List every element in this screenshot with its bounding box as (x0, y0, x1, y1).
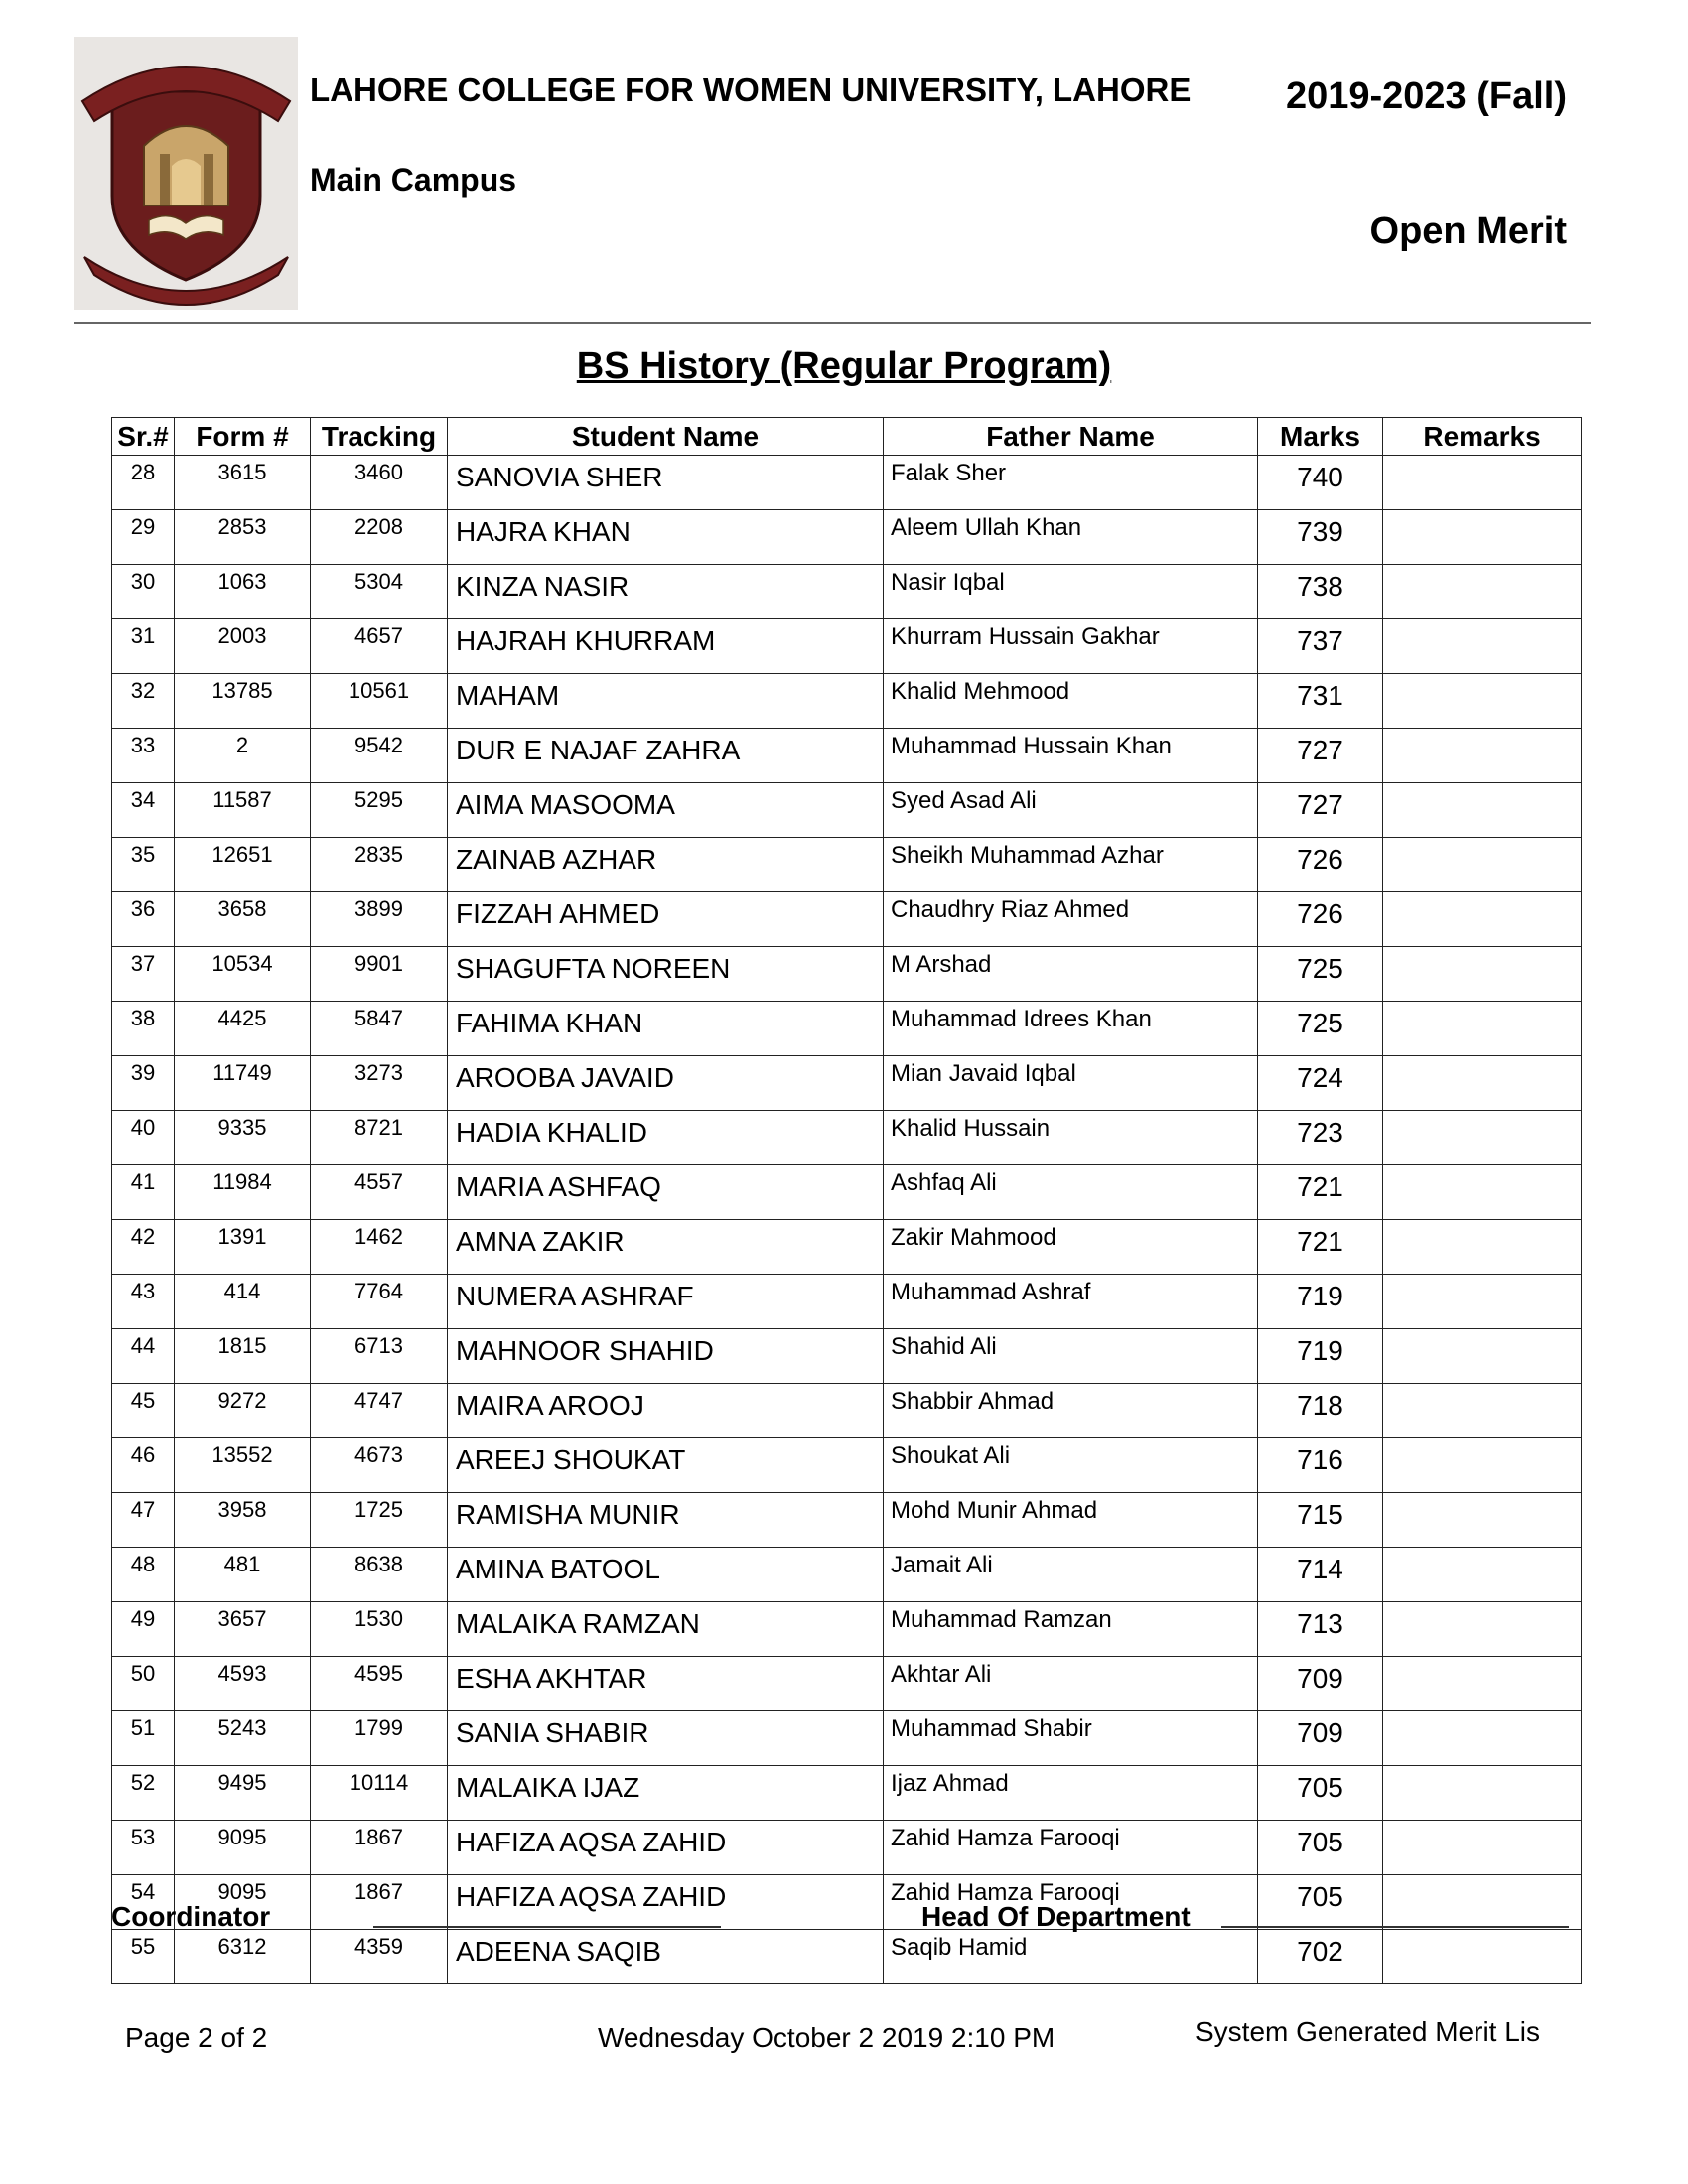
cell-remarks (1383, 456, 1582, 510)
table-row (112, 1711, 1582, 1766)
cell-form: 3658 (175, 892, 311, 947)
session-label: 2019-2023 (Fall) (1285, 75, 1567, 117)
cell-form: 9335 (175, 1111, 311, 1165)
cell-student-name: ADEENA SAQIB (448, 1930, 884, 1984)
table-row (112, 1165, 1582, 1220)
table-row (112, 674, 1582, 729)
cell-student-name: SHAGUFTA NOREEN (448, 947, 884, 1002)
cell-form: 1391 (175, 1220, 311, 1275)
cell-sr: 45 (112, 1384, 175, 1438)
cell-tracking: 2835 (311, 838, 448, 892)
table-row (112, 947, 1582, 1002)
cell-sr: 47 (112, 1493, 175, 1548)
cell-tracking: 1462 (311, 1220, 448, 1275)
table-row (112, 1056, 1582, 1111)
cell-student-name: ESHA AKHTAR (448, 1657, 884, 1711)
cell-student-name: SANOVIA SHER (448, 456, 884, 510)
cell-marks: 731 (1258, 674, 1383, 729)
cell-tracking: 3460 (311, 456, 448, 510)
cell-form: 9272 (175, 1384, 311, 1438)
cell-marks: 740 (1258, 456, 1383, 510)
cell-tracking: 1530 (311, 1602, 448, 1657)
cell-sr: 40 (112, 1111, 175, 1165)
table-row (112, 1002, 1582, 1056)
cell-father-name: Falak Sher (884, 456, 1258, 510)
cell-marks: 725 (1258, 1002, 1383, 1056)
university-crest-logo (74, 37, 298, 310)
cell-tracking: 8721 (311, 1111, 448, 1165)
table-row (112, 456, 1582, 510)
column-header-sr: Sr.# (112, 418, 175, 456)
cell-sr: 49 (112, 1602, 175, 1657)
cell-marks: 719 (1258, 1275, 1383, 1329)
cell-remarks (1383, 892, 1582, 947)
cell-remarks (1383, 1548, 1582, 1602)
cell-remarks (1383, 510, 1582, 565)
cell-father-name: Akhtar Ali (884, 1657, 1258, 1711)
column-header-remarks: Remarks (1383, 418, 1582, 456)
cell-remarks (1383, 838, 1582, 892)
cell-student-name: MARIA ASHFAQ (448, 1165, 884, 1220)
cell-student-name: HAFIZA AQSA ZAHID (448, 1875, 884, 1930)
cell-student-name: AREEJ SHOUKAT (448, 1438, 884, 1493)
cell-father-name: Khurram Hussain Gakhar (884, 619, 1258, 674)
cell-sr: 39 (112, 1056, 175, 1111)
cell-father-name: Mohd Munir Ahmad (884, 1493, 1258, 1548)
cell-form: 9495 (175, 1766, 311, 1821)
merit-list-table (111, 417, 1582, 1984)
cell-marks: 705 (1258, 1766, 1383, 1821)
cell-form: 9095 (175, 1821, 311, 1875)
cell-father-name: Sheikh Muhammad Azhar (884, 838, 1258, 892)
cell-remarks (1383, 1275, 1582, 1329)
cell-tracking: 1867 (311, 1821, 448, 1875)
cell-form: 12651 (175, 838, 311, 892)
cell-student-name: MAHAM (448, 674, 884, 729)
header-divider (74, 322, 1591, 324)
cell-student-name: NUMERA ASHRAF (448, 1275, 884, 1329)
cell-remarks (1383, 1875, 1582, 1930)
cell-tracking: 5847 (311, 1002, 448, 1056)
cell-remarks (1383, 1220, 1582, 1275)
cell-tracking: 10114 (311, 1766, 448, 1821)
cell-marks: 709 (1258, 1711, 1383, 1766)
cell-remarks (1383, 674, 1582, 729)
cell-sr: 52 (112, 1766, 175, 1821)
cell-tracking: 6713 (311, 1329, 448, 1384)
table-row (112, 1275, 1582, 1329)
table-row (112, 1930, 1582, 1984)
cell-father-name: Khalid Mehmood (884, 674, 1258, 729)
cell-sr: 54 (112, 1875, 175, 1930)
table-row (112, 510, 1582, 565)
cell-student-name: MALAIKA IJAZ (448, 1766, 884, 1821)
cell-remarks (1383, 1384, 1582, 1438)
table-row (112, 1493, 1582, 1548)
cell-father-name: Muhammad Ramzan (884, 1602, 1258, 1657)
cell-tracking: 3899 (311, 892, 448, 947)
cell-remarks (1383, 1165, 1582, 1220)
cell-student-name: HAJRA KHAN (448, 510, 884, 565)
column-header-marks: Marks (1258, 418, 1383, 456)
cell-student-name: ZAINAB AZHAR (448, 838, 884, 892)
table-row (112, 1220, 1582, 1275)
cell-form: 3657 (175, 1602, 311, 1657)
university-name: LAHORE COLLEGE FOR WOMEN UNIVERSITY, LAHORE (310, 71, 1192, 108)
cell-form: 2853 (175, 510, 311, 565)
cell-form: 1815 (175, 1329, 311, 1384)
cell-marks: 726 (1258, 838, 1383, 892)
cell-form: 11984 (175, 1165, 311, 1220)
cell-father-name: Khalid Hussain (884, 1111, 1258, 1165)
cell-remarks (1383, 1493, 1582, 1548)
cell-remarks (1383, 1657, 1582, 1711)
cell-marks: 713 (1258, 1602, 1383, 1657)
cell-sr: 32 (112, 674, 175, 729)
cell-marks: 724 (1258, 1056, 1383, 1111)
cell-tracking: 4557 (311, 1165, 448, 1220)
cell-tracking: 8638 (311, 1548, 448, 1602)
cell-father-name: Aleem Ullah Khan (884, 510, 1258, 565)
cell-sr: 36 (112, 892, 175, 947)
cell-marks: 716 (1258, 1438, 1383, 1493)
cell-marks: 715 (1258, 1493, 1383, 1548)
table-row (112, 892, 1582, 947)
cell-tracking: 1799 (311, 1711, 448, 1766)
table-row (112, 1384, 1582, 1438)
cell-marks: 721 (1258, 1220, 1383, 1275)
cell-form: 2 (175, 729, 311, 783)
cell-father-name: Zahid Hamza Farooqi (884, 1821, 1258, 1875)
cell-sr: 48 (112, 1548, 175, 1602)
table-row (112, 838, 1582, 892)
cell-form: 4593 (175, 1657, 311, 1711)
cell-tracking: 1867 (311, 1875, 448, 1930)
system-generated-note: System Generated Merit Lis (1196, 2016, 1541, 2047)
cell-father-name: Muhammad Ashraf (884, 1275, 1258, 1329)
cell-remarks (1383, 1602, 1582, 1657)
cell-father-name: Mian Javaid Iqbal (884, 1056, 1258, 1111)
cell-marks: 738 (1258, 565, 1383, 619)
cell-form: 11749 (175, 1056, 311, 1111)
cell-marks: 705 (1258, 1875, 1383, 1930)
page-number: Page 2 of 2 (125, 2022, 268, 2053)
cell-remarks (1383, 1766, 1582, 1821)
cell-father-name: Syed Asad Ali (884, 783, 1258, 838)
cell-student-name: RAMISHA MUNIR (448, 1493, 884, 1548)
cell-marks: 714 (1258, 1548, 1383, 1602)
cell-remarks (1383, 1711, 1582, 1766)
cell-father-name: Zahid Hamza Farooqi (884, 1875, 1258, 1930)
cell-sr: 35 (112, 838, 175, 892)
column-header-tracking: Tracking (311, 418, 448, 456)
table-row (112, 619, 1582, 674)
cell-remarks (1383, 619, 1582, 674)
cell-tracking: 9901 (311, 947, 448, 1002)
column-header-father-name: Father Name (884, 418, 1258, 456)
cell-student-name: AIMA MASOOMA (448, 783, 884, 838)
cell-form: 9095 (175, 1875, 311, 1930)
cell-form: 1063 (175, 565, 311, 619)
cell-father-name: Nasir Iqbal (884, 565, 1258, 619)
merit-list-type: Open Merit (1369, 210, 1567, 252)
cell-father-name: Ashfaq Ali (884, 1165, 1258, 1220)
cell-tracking: 3273 (311, 1056, 448, 1111)
cell-sr: 50 (112, 1657, 175, 1711)
coordinator-label: Coordinator (111, 1901, 271, 1932)
cell-tracking: 10561 (311, 674, 448, 729)
table-row (112, 1548, 1582, 1602)
cell-father-name: Shahid Ali (884, 1329, 1258, 1384)
cell-tracking: 4595 (311, 1657, 448, 1711)
cell-form: 11587 (175, 783, 311, 838)
table-row (112, 565, 1582, 619)
cell-remarks (1383, 1930, 1582, 1984)
cell-marks: 705 (1258, 1821, 1383, 1875)
cell-father-name: Shabbir Ahmad (884, 1384, 1258, 1438)
cell-tracking: 4747 (311, 1384, 448, 1438)
cell-form: 13785 (175, 674, 311, 729)
table-row (112, 1821, 1582, 1875)
table-row (112, 1602, 1582, 1657)
cell-marks: 726 (1258, 892, 1383, 947)
cell-student-name: MALAIKA RAMZAN (448, 1602, 884, 1657)
cell-father-name: Saqib Hamid (884, 1930, 1258, 1984)
program-title: BS History (Regular Program) (576, 345, 1112, 387)
cell-marks: 718 (1258, 1384, 1383, 1438)
cell-remarks (1383, 947, 1582, 1002)
cell-student-name: KINZA NASIR (448, 565, 884, 619)
cell-sr: 41 (112, 1165, 175, 1220)
cell-marks: 727 (1258, 729, 1383, 783)
cell-tracking: 7764 (311, 1275, 448, 1329)
cell-remarks (1383, 565, 1582, 619)
cell-father-name: Muhammad Hussain Khan (884, 729, 1258, 783)
table-header-row (112, 418, 1582, 456)
cell-tracking: 5304 (311, 565, 448, 619)
cell-marks: 727 (1258, 783, 1383, 838)
cell-student-name: FAHIMA KHAN (448, 1002, 884, 1056)
campus-label: Main Campus (310, 162, 517, 198)
cell-father-name: Muhammad Idrees Khan (884, 1002, 1258, 1056)
table-row (112, 783, 1582, 838)
cell-sr: 43 (112, 1275, 175, 1329)
cell-sr: 34 (112, 783, 175, 838)
cell-sr: 51 (112, 1711, 175, 1766)
cell-form: 13552 (175, 1438, 311, 1493)
cell-sr: 38 (112, 1002, 175, 1056)
cell-student-name: DUR E NAJAF ZAHRA (448, 729, 884, 783)
cell-marks: 721 (1258, 1165, 1383, 1220)
cell-form: 6312 (175, 1930, 311, 1984)
cell-form: 3958 (175, 1493, 311, 1548)
generated-timestamp: Wednesday October 2 2019 2:10 PM (598, 2022, 1055, 2053)
cell-marks: 719 (1258, 1329, 1383, 1384)
cell-student-name: HAFIZA AQSA ZAHID (448, 1821, 884, 1875)
cell-form: 3615 (175, 456, 311, 510)
cell-tracking: 4359 (311, 1930, 448, 1984)
cell-tracking: 2208 (311, 510, 448, 565)
cell-marks: 739 (1258, 510, 1383, 565)
cell-tracking: 1725 (311, 1493, 448, 1548)
table-row (112, 1438, 1582, 1493)
coordinator-signature-line (373, 1926, 721, 1928)
cell-student-name: MAIRA AROOJ (448, 1384, 884, 1438)
cell-form: 414 (175, 1275, 311, 1329)
cell-student-name: AROOBA JAVAID (448, 1056, 884, 1111)
table-row (112, 1657, 1582, 1711)
cell-remarks (1383, 783, 1582, 838)
cell-remarks (1383, 1329, 1582, 1384)
cell-marks: 737 (1258, 619, 1383, 674)
cell-sr: 28 (112, 456, 175, 510)
cell-remarks (1383, 729, 1582, 783)
cell-student-name: AMINA BATOOL (448, 1548, 884, 1602)
cell-tracking: 5295 (311, 783, 448, 838)
cell-remarks (1383, 1002, 1582, 1056)
cell-remarks (1383, 1821, 1582, 1875)
cell-father-name: Shoukat Ali (884, 1438, 1258, 1493)
cell-student-name: HAJRAH KHURRAM (448, 619, 884, 674)
cell-remarks (1383, 1438, 1582, 1493)
head-signature-line (1221, 1926, 1569, 1928)
cell-marks: 702 (1258, 1930, 1383, 1984)
cell-father-name: Ijaz Ahmad (884, 1766, 1258, 1821)
cell-sr: 33 (112, 729, 175, 783)
cell-marks: 723 (1258, 1111, 1383, 1165)
cell-remarks (1383, 1056, 1582, 1111)
cell-form: 4425 (175, 1002, 311, 1056)
cell-sr: 31 (112, 619, 175, 674)
cell-form: 10534 (175, 947, 311, 1002)
table-row (112, 1875, 1582, 1930)
cell-marks: 725 (1258, 947, 1383, 1002)
column-header-form: Form # (175, 418, 311, 456)
table-row (112, 729, 1582, 783)
cell-father-name: Chaudhry Riaz Ahmed (884, 892, 1258, 947)
head-of-department-label: Head Of Department (921, 1901, 1191, 1932)
cell-father-name: M Arshad (884, 947, 1258, 1002)
cell-form: 5243 (175, 1711, 311, 1766)
cell-sr: 53 (112, 1821, 175, 1875)
table-row (112, 1111, 1582, 1165)
cell-sr: 30 (112, 565, 175, 619)
cell-tracking: 4673 (311, 1438, 448, 1493)
cell-sr: 44 (112, 1329, 175, 1384)
cell-form: 2003 (175, 619, 311, 674)
cell-sr: 42 (112, 1220, 175, 1275)
cell-father-name: Muhammad Shabir (884, 1711, 1258, 1766)
cell-father-name: Zakir Mahmood (884, 1220, 1258, 1275)
table-row (112, 1329, 1582, 1384)
cell-student-name: FIZZAH AHMED (448, 892, 884, 947)
cell-remarks (1383, 1111, 1582, 1165)
cell-sr: 55 (112, 1930, 175, 1984)
cell-sr: 29 (112, 510, 175, 565)
cell-father-name: Jamait Ali (884, 1548, 1258, 1602)
cell-tracking: 9542 (311, 729, 448, 783)
cell-form: 481 (175, 1548, 311, 1602)
cell-student-name: AMNA ZAKIR (448, 1220, 884, 1275)
table-row (112, 1766, 1582, 1821)
cell-student-name: SANIA SHABIR (448, 1711, 884, 1766)
column-header-student-name: Student Name (448, 418, 884, 456)
cell-sr: 37 (112, 947, 175, 1002)
cell-student-name: HADIA KHALID (448, 1111, 884, 1165)
cell-tracking: 4657 (311, 619, 448, 674)
table-body (112, 456, 1582, 1984)
cell-sr: 46 (112, 1438, 175, 1493)
cell-marks: 709 (1258, 1657, 1383, 1711)
cell-student-name: MAHNOOR SHAHID (448, 1329, 884, 1384)
